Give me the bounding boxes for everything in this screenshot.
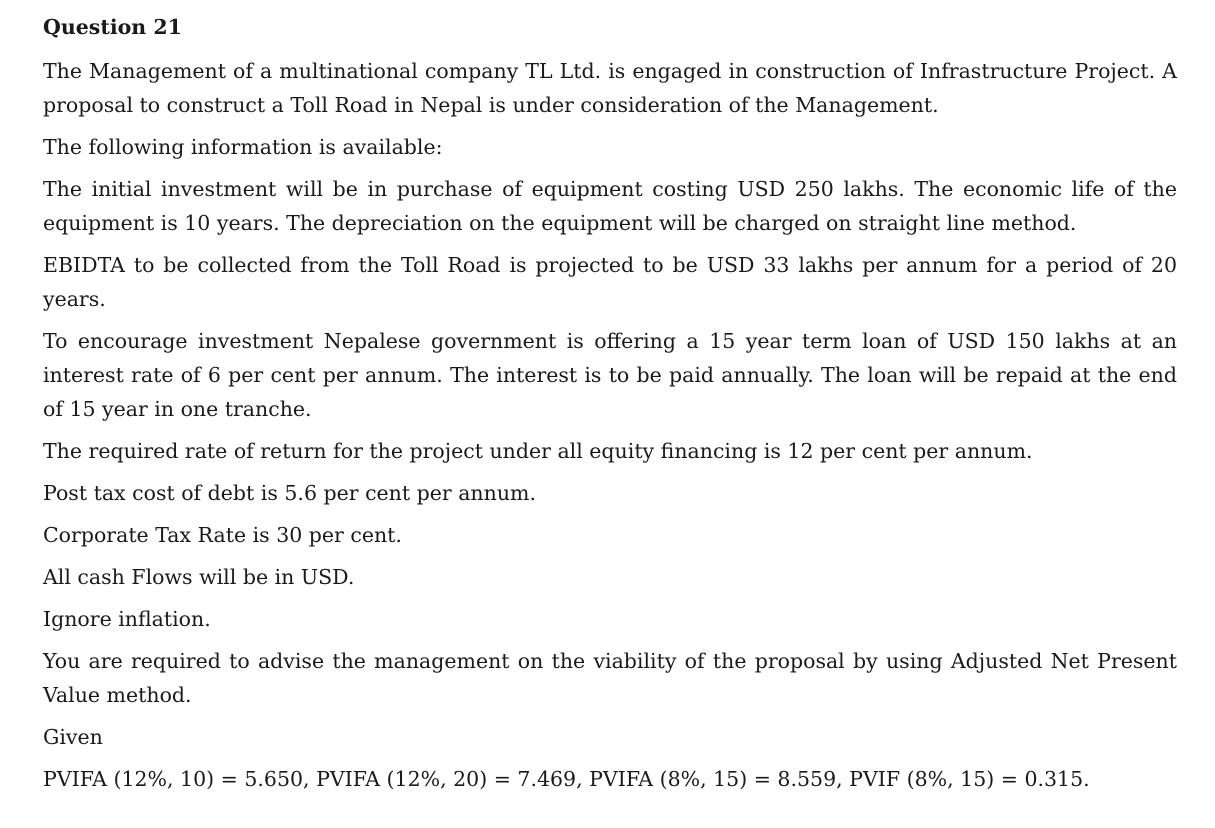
paragraph-loan: To encourage investment Nepalese government is offering a 15 year term loan of USD 150 lakhs at an interest rate of 6 per cent per annum. The interest is to be paid annually. The loan will be repaid at the end of 15 year in one tranche. [43, 329, 1177, 421]
paragraph-cash-flows: All cash Flows will be in USD. [43, 565, 355, 589]
paragraph-tax-rate: Corporate Tax Rate is 30 per cent. [43, 523, 402, 547]
question-document [43, 12, 1177, 804]
paragraph-given: Given [43, 725, 103, 749]
paragraph-ebidta: EBIDTA to be collected from the Toll Road is projected to be USD 33 lakhs per annum for a period of 20 years. [43, 253, 1177, 311]
paragraph-pv-factors: PVIFA (12%, 10) = 5.650, PVIFA (12%, 20) = 7.469, PVIFA (8%, 15) = 8.559, PVIF (8%, 15) = 0.315. [43, 767, 1090, 791]
paragraph-inflation: Ignore inflation. [43, 607, 211, 631]
paragraph-initial-investment: The initial investment will be in purchase of equipment costing USD 250 lakhs. The economic life of the equipment is 10 years. The depreciation on the equipment will be charged on straight line method. [43, 177, 1177, 235]
paragraph-intro: The Management of a multinational company TL Ltd. is engaged in construction of Infrastructure Project. A proposal to construct a Toll Road in Nepal is under consideration of the Management. [43, 59, 1177, 117]
paragraph-required-return: The required rate of return for the project under all equity financing is 12 per cent per annum. [43, 439, 1033, 463]
paragraph-info-available: The following information is available: [43, 135, 443, 159]
question-title: Question 21 [43, 15, 182, 39]
paragraph-cost-of-debt: Post tax cost of debt is 5.6 per cent per annum. [43, 481, 537, 505]
paragraph-requirement: You are required to advise the management on the viability of the proposal by using Adjusted Net Present Value method. [43, 649, 1177, 707]
